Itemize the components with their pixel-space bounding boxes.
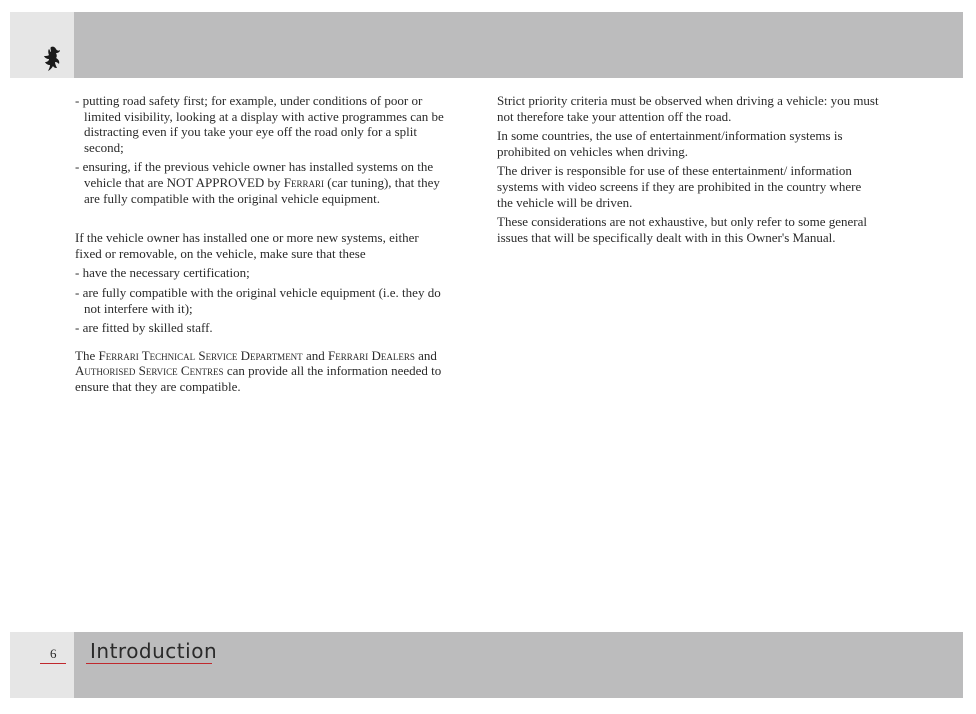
prancing-horse-icon xyxy=(42,46,62,72)
page-number-box xyxy=(10,632,74,698)
owner-systems-intro: If the vehicle owner has installed one or more new systems, either fixed or removable, on the vehicle, make sure that these xyxy=(75,230,419,261)
service-department-name: Ferrari Technical Service Department xyxy=(98,347,303,363)
closing-text-2: and xyxy=(302,347,328,363)
bullet-compatibility: - are fully compatible with the original vehicle equipment (i.e. they do not interfere with it); xyxy=(75,284,441,316)
footer-band xyxy=(10,632,963,698)
left-column xyxy=(75,93,447,399)
logo-box xyxy=(10,12,74,78)
service-department-paragraph xyxy=(75,348,447,395)
considerations-paragraph: These considerations are not exhaustive, but only refer to some general issues that will be specifically dealt with in this Owner's Manual. xyxy=(497,214,868,245)
bullet-skilled-staff: - are fitted by skilled staff. xyxy=(75,320,213,336)
driver-responsibility-paragraph: The driver is responsible for use of these entertainment/ information systems with video screens if they are prohibited in the country where the vehicle will be driven. xyxy=(497,163,862,210)
prohibition-paragraph: In some countries, the use of entertainment/information systems is prohibited on vehicles when driving. xyxy=(497,128,843,159)
closing-text-4: can provide all the information needed to ensure that they are compatible. xyxy=(75,363,442,394)
closing-text-1: The xyxy=(75,347,99,363)
page-number-underline xyxy=(40,663,66,664)
spacer xyxy=(75,340,447,348)
closing-text-3: and xyxy=(414,347,437,363)
section-title: Introduction xyxy=(90,639,218,663)
bullet-previous-owner-text-2: (car tuning), that they are fully compatible with the original vehicle equipment. xyxy=(84,174,440,206)
service-centres-name: Authorised Service Centres xyxy=(75,363,224,379)
section-title-underline xyxy=(86,663,212,664)
bullet-previous-owner-text-1: - ensuring, if the previous vehicle owner has installed systems on the vehicle that are NOT APPROVED by xyxy=(75,159,434,190)
spacer xyxy=(75,210,447,230)
brand-name: Ferrari xyxy=(283,174,325,190)
dealers-name: Ferrari Dealers xyxy=(327,347,415,363)
page-number: 6 xyxy=(50,646,57,661)
bullet-road-safety: - putting road safety first; for example, under conditions of poor or limited visibility, looking at a display with active programmes can be distracting even if you take your eye off the road only for a split second; xyxy=(75,93,444,155)
bullet-certification: - have the necessary certification; xyxy=(75,265,250,281)
bullet-previous-owner xyxy=(75,159,447,206)
priority-criteria-paragraph: Strict priority criteria must be observed when driving a vehicle: you must not therefore take your attention off the road. xyxy=(497,93,879,124)
right-column xyxy=(497,93,879,249)
header-band xyxy=(10,12,963,78)
